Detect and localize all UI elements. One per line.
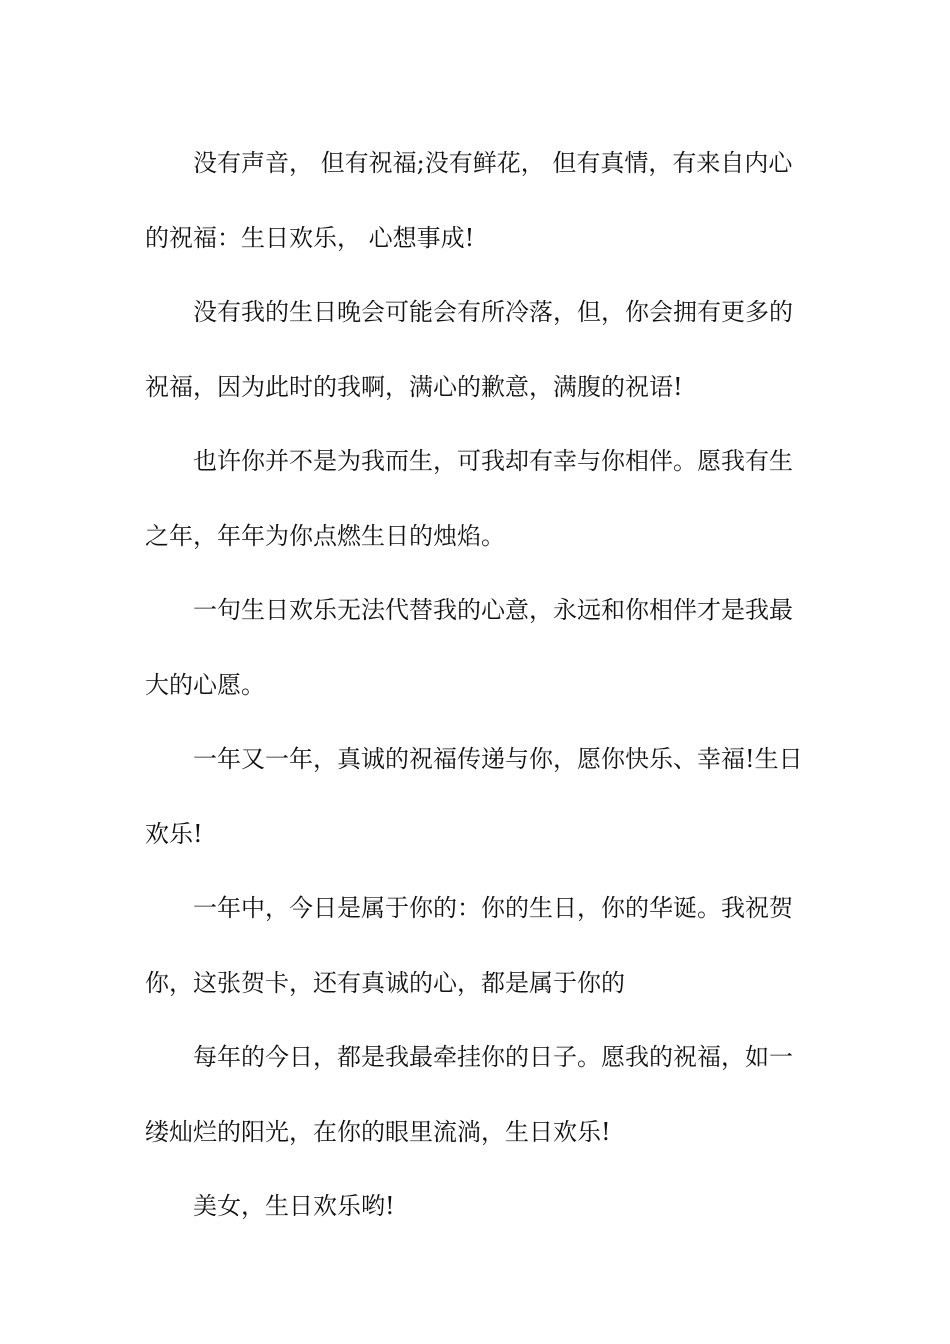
paragraph-line: 没有我的生日晚会可能会有所冷落，但，你会拥有更多的 <box>193 298 793 326</box>
paragraph-1 <box>145 126 805 275</box>
paragraph-4 <box>145 573 805 722</box>
paragraph-line: 欢乐! <box>145 819 203 848</box>
paragraph-2 <box>145 275 805 424</box>
paragraph-6 <box>145 871 805 1020</box>
paragraph-line: 之年，年年为你点燃生日的烛焰。 <box>145 521 505 550</box>
paragraph-line: 每年的今日，都是我最牵挂你的日子。愿我的祝福，如一 <box>193 1043 793 1071</box>
document-body <box>145 126 805 1244</box>
paragraph-line: 大的心愿。 <box>145 670 265 699</box>
paragraph-line: 祝福，因为此时的我啊，满心的歉意，满腹的祝语! <box>145 372 683 401</box>
paragraph-3 <box>145 424 805 573</box>
paragraph-line: 缕灿烂的阳光，在你的眼里流淌，生日欢乐! <box>145 1117 611 1146</box>
paragraph-line: 一句生日欢乐无法代替我的心意，永远和你相伴才是我最 <box>193 596 793 624</box>
paragraph-line: 没有声音， 但有祝福;没有鲜花， 但有真情，有来自内心 <box>193 149 793 177</box>
paragraph-line: 的祝福：生日欢乐， 心想事成! <box>145 223 475 252</box>
paragraph-line: 一年中，今日是属于你的：你的生日，你的华诞。我祝贺 <box>193 894 793 922</box>
paragraph-line: 你，这张贺卡，还有真诚的心，都是属于你的 <box>145 968 625 997</box>
paragraph-5 <box>145 722 805 871</box>
paragraph-line: 美女，生日欢乐哟! <box>193 1192 395 1220</box>
paragraph-line: 一年又一年，真诚的祝福传递与你，愿你快乐、幸福!生日 <box>193 745 803 773</box>
paragraph-7 <box>145 1020 805 1169</box>
paragraph-line: 也许你并不是为我而生，可我却有幸与你相伴。愿我有生 <box>193 447 793 475</box>
paragraph-8 <box>145 1169 805 1244</box>
